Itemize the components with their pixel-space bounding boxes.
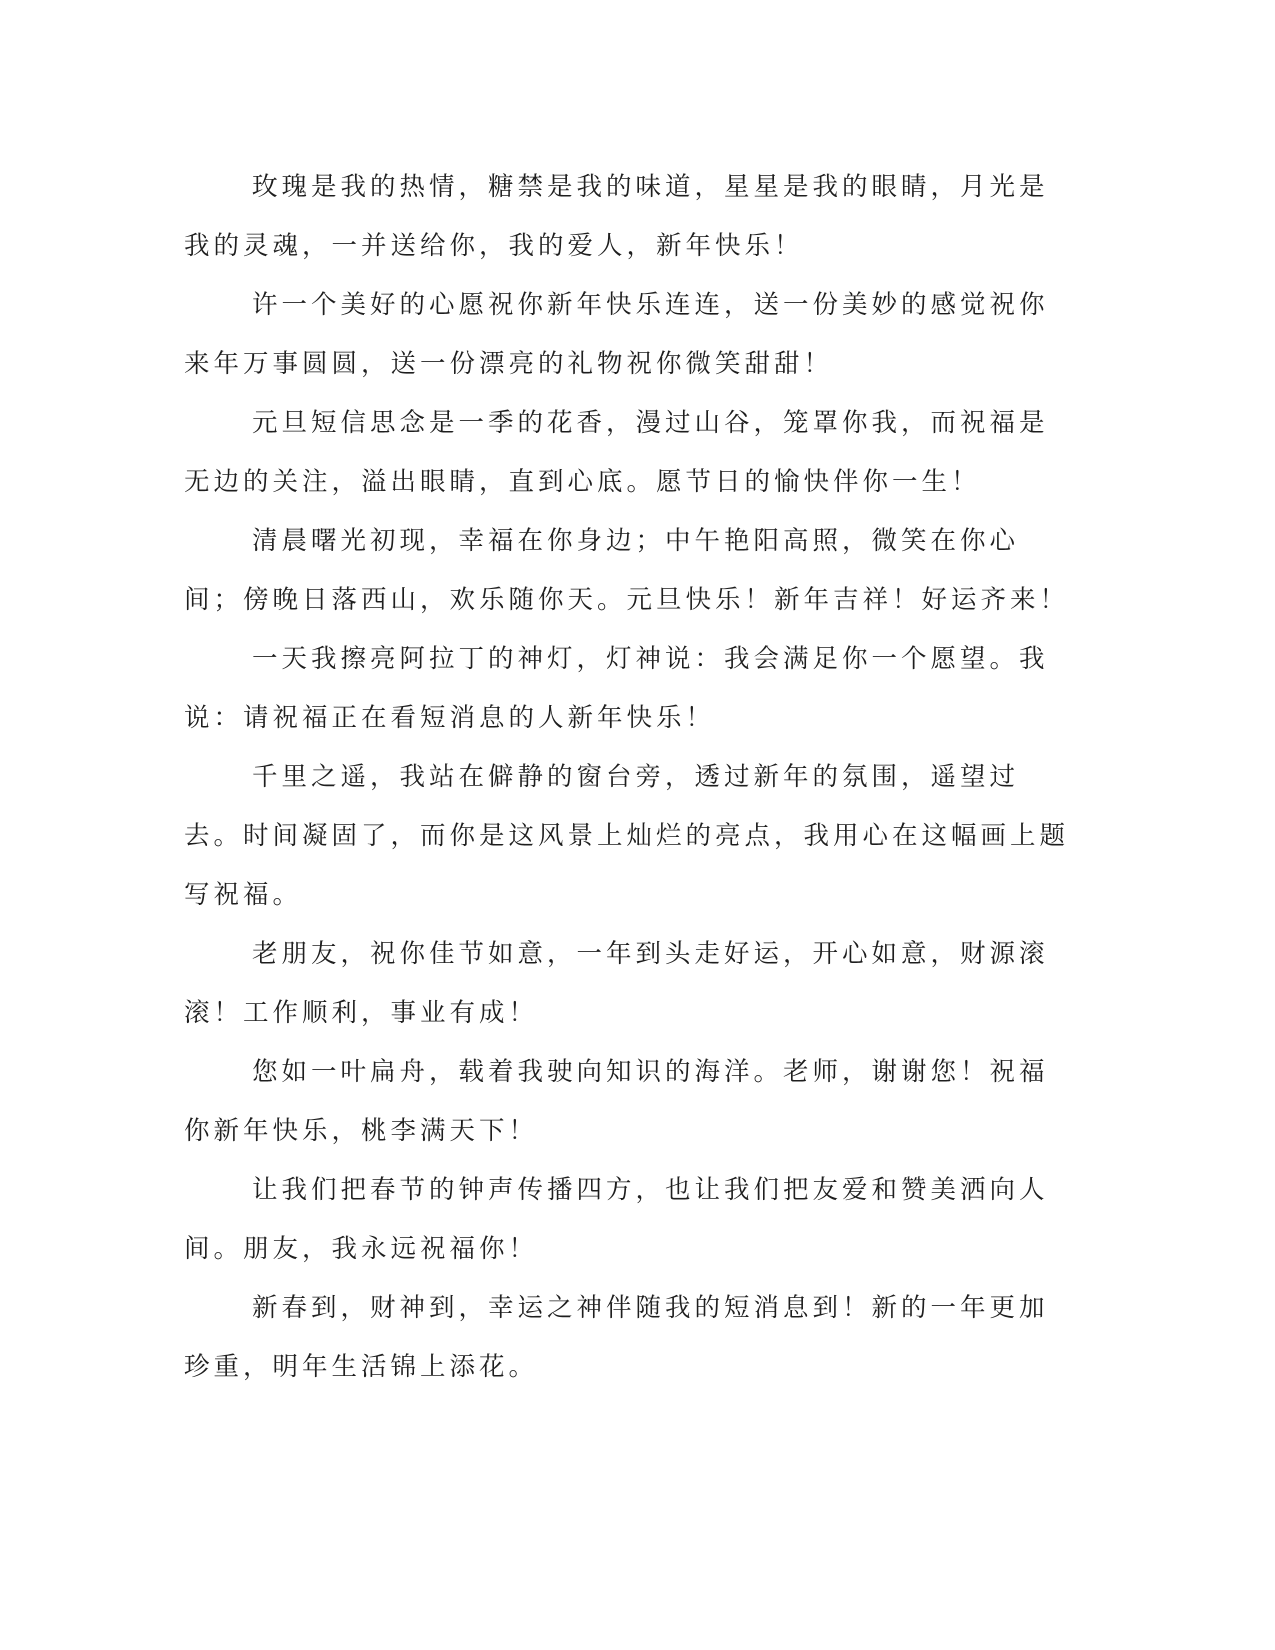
paragraph-5: 一天我擦亮阿拉丁的神灯，灯神说：我会满足你一个愿望。我说：请祝福正在看短消息的人新年快乐！: [184, 644, 1049, 733]
paragraph-7: 老朋友，祝你佳节如意，一年到头走好运，开心如意，财源滚滚！工作顺利，事业有成！: [184, 939, 1049, 1028]
paragraph-6: 千里之遥，我站在僻静的窗台旁，透过新年的氛围，遥望过去。时间凝固了，而你是这风景上灿烂的亮点，我用心在这幅画上题写祝福。: [184, 762, 1070, 910]
paragraph-8: 您如一叶扁舟，载着我驶向知识的海洋。老师，谢谢您！祝福你新年快乐，桃李满天下！: [184, 1057, 1049, 1146]
paragraph-4: 清晨曙光初现，幸福在你身边；中午艳阳高照，微笑在你心间；傍晚日落西山，欢乐随你天。元旦快乐！新年吉祥！好运齐来！: [184, 526, 1070, 615]
paragraph-9: 让我们把春节的钟声传播四方，也让我们把友爱和赞美洒向人间。朋友，我永远祝福你！: [184, 1175, 1049, 1264]
paragraph-10: 新春到，财神到，幸运之神伴随我的短消息到！新的一年更加珍重，明年生活锦上添花。: [184, 1293, 1049, 1382]
paragraph-3: 元旦短信思念是一季的花香，漫过山谷，笼罩你我，而祝福是无边的关注，溢出眼睛，直到心底。愿节日的愉快伴你一生！: [184, 408, 1049, 497]
document-body: [184, 158, 1070, 1397]
paragraph-1: 玫瑰是我的热情，糖禁是我的味道，星星是我的眼睛，月光是我的灵魂，一并送给你，我的爱人，新年快乐！: [184, 172, 1049, 261]
paragraph-2: 许一个美好的心愿祝你新年快乐连连，送一份美妙的感觉祝你来年万事圆圆，送一份漂亮的礼物祝你微笑甜甜！: [184, 290, 1049, 379]
